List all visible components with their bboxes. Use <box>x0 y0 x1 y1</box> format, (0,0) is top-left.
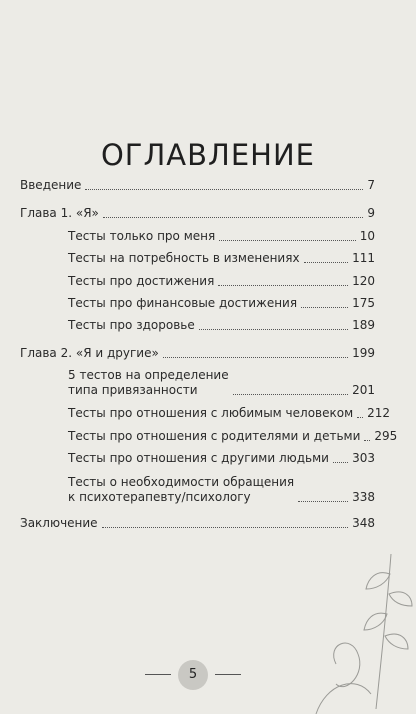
dot-leader <box>102 527 349 528</box>
toc-entry-label: Тесты про финансовые достижения <box>68 296 298 310</box>
toc-entry <box>68 475 375 505</box>
toc-entry-label: Тесты на потребность в изменениях <box>68 251 300 265</box>
toc-entry-chapter-1 <box>20 206 375 221</box>
dot-leader <box>163 357 348 358</box>
toc-entry-label-line2: к психотерапевту/психологу <box>68 490 251 504</box>
toc-entry-label-line2: типа привязанности <box>68 383 198 397</box>
dot-leader <box>298 501 348 502</box>
toc-entry <box>68 251 375 266</box>
toc-entry-page: 111 <box>352 251 375 265</box>
footer-line-right <box>215 674 241 675</box>
dot-leader <box>357 417 363 418</box>
toc-entry <box>68 229 375 244</box>
toc-entry <box>68 451 375 466</box>
toc-entry-page: 10 <box>359 229 375 243</box>
toc-entry-label: Тесты про отношения с другими людьми <box>68 451 329 465</box>
toc-entry-label: Тесты про отношения с любимым человеком <box>68 406 354 420</box>
toc-entry-label: Заключение <box>20 516 98 530</box>
page-number: 5 <box>178 660 208 690</box>
toc-entry <box>68 318 375 333</box>
dot-leader <box>233 394 348 395</box>
toc-entry-page: 199 <box>352 346 375 360</box>
dot-leader <box>301 307 348 308</box>
toc-entry-page: 295 <box>374 429 398 443</box>
toc-entry-label: Тесты только про меня <box>68 229 216 243</box>
dot-leader <box>199 329 348 330</box>
toc-entry-label: Глава 1. «Я» <box>20 206 99 220</box>
toc-entry-label: Введение <box>20 178 82 192</box>
footer-line-left <box>145 674 171 675</box>
toc-entry <box>68 274 375 289</box>
toc-entry-page: 9 <box>367 206 375 220</box>
toc-entry-introduction <box>20 178 375 193</box>
toc-entry-label: Тесты про отношения с родителями и детьми <box>68 429 361 443</box>
toc-entry <box>68 429 398 444</box>
dot-leader <box>333 462 348 463</box>
page-title: ОГЛАВЛЕНИЕ <box>100 138 315 172</box>
toc-entry <box>68 368 375 398</box>
toc-entry-label: Тесты про достижения <box>68 274 215 288</box>
toc-entry-page: 120 <box>352 274 375 288</box>
toc-entry-page: 7 <box>367 178 375 192</box>
toc-entry-label: Тесты про здоровье <box>68 318 195 332</box>
toc-entry <box>68 406 391 421</box>
dot-leader <box>304 262 349 263</box>
dot-leader <box>218 285 348 286</box>
dot-leader <box>219 240 356 241</box>
page-footer <box>0 660 416 690</box>
toc-entry-label <box>68 475 294 505</box>
dot-leader <box>85 189 363 190</box>
toc-entry-page: 303 <box>352 451 375 465</box>
toc-entry-page: 189 <box>352 318 375 332</box>
toc-entry-chapter-2 <box>20 346 375 361</box>
toc-entry-page: 201 <box>352 383 375 397</box>
toc-entry-label-line1: 5 тестов на определение <box>68 368 229 382</box>
toc-entry-page: 175 <box>352 296 375 310</box>
toc-entry-page: 338 <box>352 490 375 504</box>
dot-leader <box>103 217 363 218</box>
toc-entry-page: 348 <box>352 516 375 530</box>
toc-entry-label-line1: Тесты о необходимости обращения <box>68 475 295 489</box>
toc-entry <box>68 296 375 311</box>
toc-entry-label: Глава 2. «Я и другие» <box>20 346 159 360</box>
toc-entry-label <box>68 368 229 398</box>
toc-entry-conclusion <box>20 516 375 531</box>
dot-leader <box>364 440 370 441</box>
toc-entry-page: 212 <box>367 406 391 420</box>
